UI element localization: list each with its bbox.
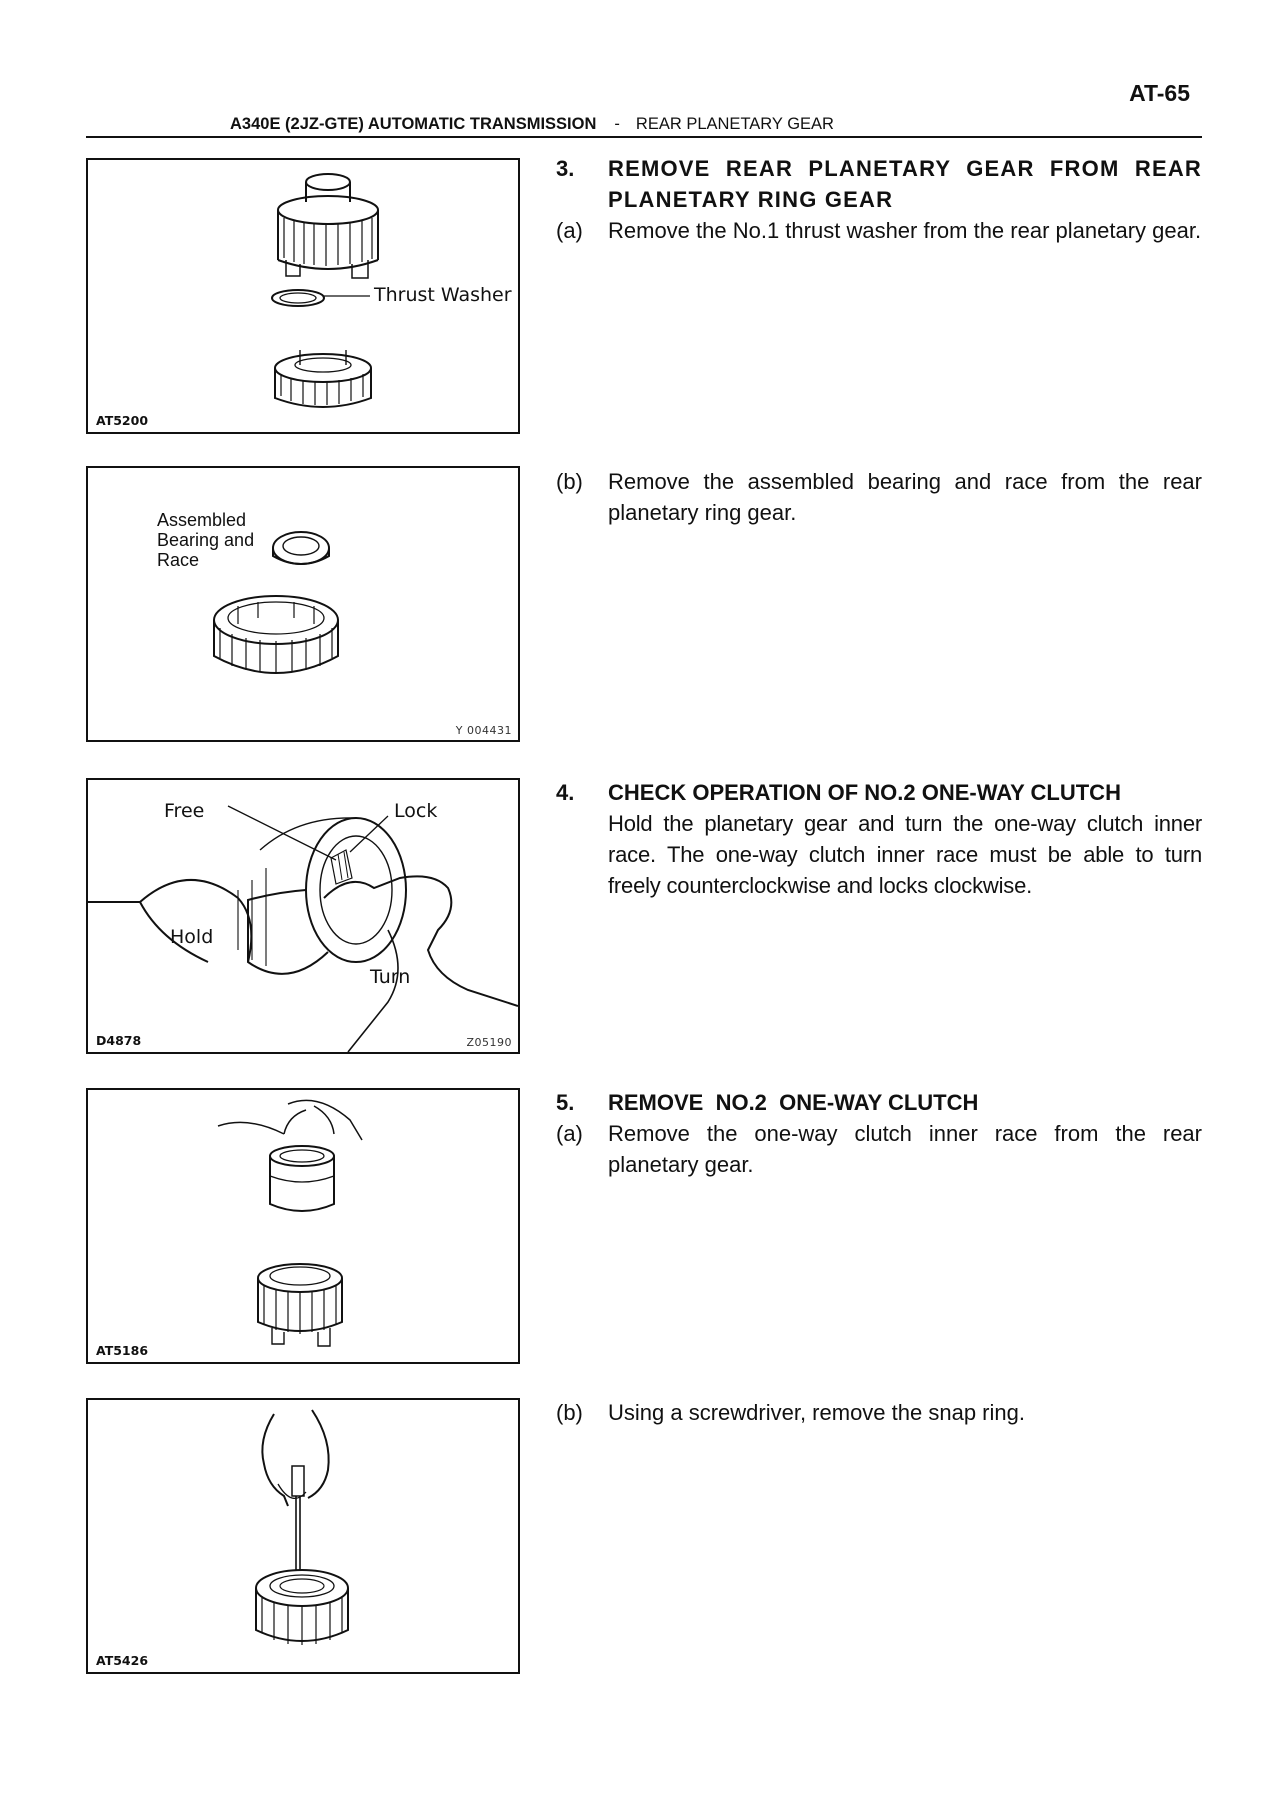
figure-code: AT5200 [96,413,149,428]
header-title: A340E (2JZ-GTE) AUTOMATIC TRANSMISSION [230,115,597,133]
step-5 [556,1087,1202,1180]
substep-text: Remove the one-way clutch inner race from the rear planetary gear. [608,1121,1202,1177]
page-number: AT-65 [1129,80,1190,106]
hold-label: Hold [170,926,214,948]
header-rule [86,136,1202,138]
step-3 [556,153,1202,246]
substep-text: Remove the assembled bearing and race from the rear planetary ring gear. [608,469,1202,525]
clutch-check-drawing [88,780,518,1052]
figure-code: AT5426 [96,1653,149,1668]
step-body: Hold the planetary gear and turn the one-way clutch inner race. The one-way clutch inner race must be able to turn freely counterclockwise and locks clockwise. [608,811,1202,898]
header-separator: - [614,115,620,133]
step-number: 4. [556,780,575,805]
figure-code-right: Z05190 [466,1036,512,1049]
substep-text: Using a screwdriver, remove the snap ring. [608,1400,1025,1425]
lock-label: Lock [394,800,438,822]
header-section: REAR PLANETARY GEAR [635,115,834,133]
turn-label: Turn [370,966,411,988]
substep-marker: (b) [556,469,583,494]
step-number: 5. [556,1090,575,1115]
figure-bearing-race [86,466,520,742]
thrust-washer-label: Thrust Washer [374,284,512,306]
step-5b [556,1397,1202,1428]
running-header [230,115,834,134]
figure-inner-race-removal [86,1088,520,1364]
inner-race-drawing [88,1090,518,1362]
figure-code: D4878 [96,1033,142,1048]
bearing-label-line3: Race [157,550,200,570]
figure-snap-ring-removal [86,1398,520,1674]
bearing-label-line1: Assembled [157,510,247,530]
substep-marker: (a) [556,1121,583,1146]
figure-one-way-clutch-check [86,778,520,1054]
free-label: Free [164,800,205,822]
ring-gear-drawing [88,468,518,740]
substep-marker: (b) [556,1400,583,1425]
figure-code: Y 004431 [455,724,512,737]
step-3b [556,466,1202,528]
step-4 [556,777,1202,901]
step-heading: REMOVE NO.2 ONE-WAY CLUTCH [608,1090,979,1115]
step-number: 3. [556,156,575,181]
step-heading: REMOVE REAR PLANETARY GEAR FROM REAR PLANETARY RING GEAR [608,156,1202,212]
substep-text: Remove the No.1 thrust washer from the rear planetary gear. [608,218,1202,243]
figure-code: AT5186 [96,1343,149,1358]
bearing-label-line2: Bearing and [157,530,255,550]
figure-thrust-washer [86,158,520,434]
step-heading: CHECK OPERATION OF NO.2 ONE-WAY CLUTCH [608,780,1121,805]
snap-ring-drawing [88,1400,518,1672]
substep-marker: (a) [556,218,583,243]
